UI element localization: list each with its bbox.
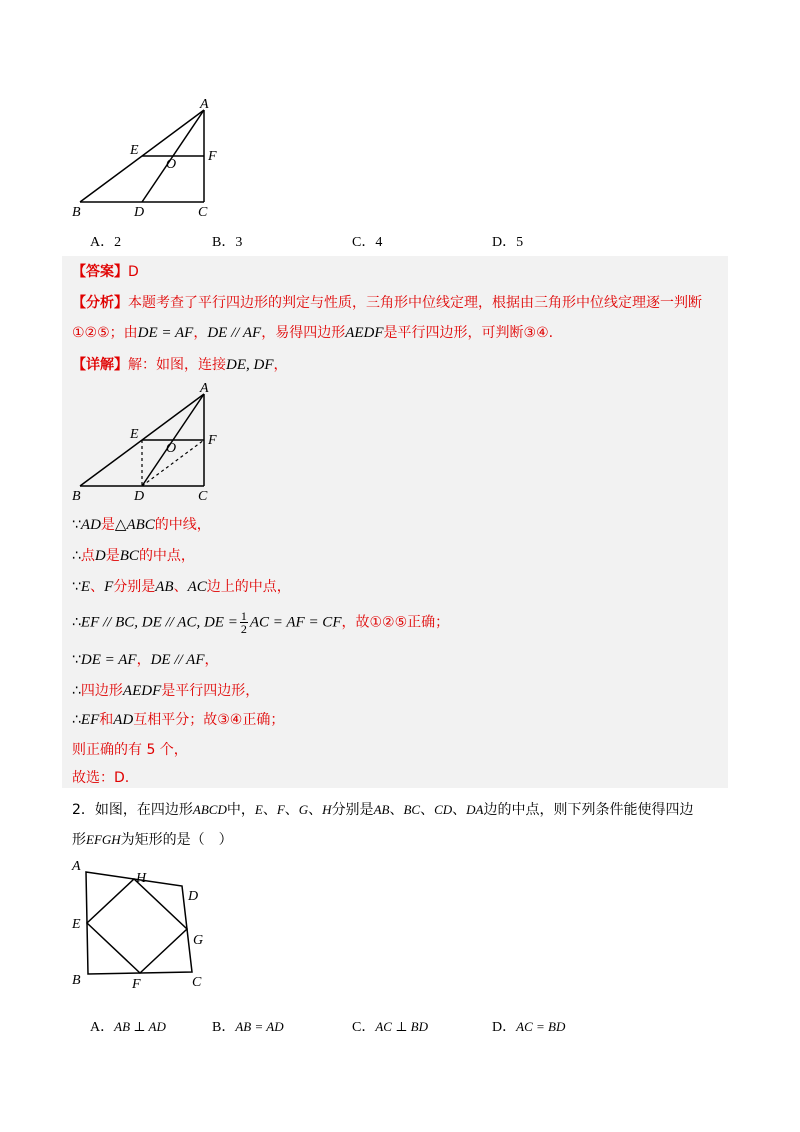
question-2-line-2: 形EFGH为矩形的是（ ） bbox=[72, 832, 233, 848]
quadrilateral-EFGH bbox=[87, 879, 187, 973]
label-A: A bbox=[72, 859, 81, 874]
label-F: F bbox=[208, 433, 217, 448]
label-C: C bbox=[198, 205, 208, 220]
detail-line: 【详解】解：如图，连接DE, DF， bbox=[72, 357, 288, 373]
analysis-line-2: ①②⑤；由DE = AF，DE // AF，易得四边形AEDF是平行四边形，可判断③④. bbox=[72, 325, 554, 341]
step-4: ∴EF // BC, DE // AC, DE = $\frac{1}{2}$ AC = AF = CF，故①②⑤正确； bbox=[72, 609, 450, 636]
label-H: H bbox=[136, 871, 147, 886]
fraction-one-half: $\frac{1}{2}$ bbox=[240, 609, 247, 636]
step-3: ∵E、F分别是AB、AC边上的中点， bbox=[72, 579, 291, 595]
label-B: B bbox=[72, 973, 81, 988]
question-2-line-1: 2．如图，在四边形ABCD中，E、F、G、H分别是AB、BC、CD、DA边的中点，则下列条件能使得四边 bbox=[72, 802, 694, 818]
label-A: A bbox=[200, 381, 209, 396]
detail-tag: 【详解】 bbox=[72, 357, 128, 373]
answer-value: D bbox=[128, 264, 139, 280]
q2-option-a[interactable]: A．AB ⊥ AD bbox=[90, 1019, 166, 1035]
label-F: F bbox=[208, 149, 217, 164]
label-D: D bbox=[188, 889, 199, 904]
quadrilateral-ABCD bbox=[86, 872, 192, 974]
label-D: D bbox=[134, 205, 145, 220]
step-9: 故选：D. bbox=[72, 770, 130, 786]
label-D: D bbox=[134, 489, 145, 504]
label-A: A bbox=[200, 97, 209, 112]
label-E: E bbox=[130, 427, 139, 442]
label-O: O bbox=[166, 157, 177, 172]
label-G: G bbox=[193, 933, 204, 948]
label-E: E bbox=[130, 143, 139, 158]
step-5: ∵DE = AF，DE // AF， bbox=[72, 652, 219, 668]
q1-option-b[interactable]: B．3 bbox=[212, 235, 243, 250]
step-1: ∵AD是△ABC的中线， bbox=[72, 517, 211, 533]
triangle-figure-1 bbox=[66, 96, 226, 221]
label-C: C bbox=[198, 489, 208, 504]
label-B: B bbox=[72, 205, 81, 220]
step-8: 则正确的有 5 个， bbox=[72, 742, 188, 758]
label-F: F bbox=[132, 977, 141, 992]
q1-option-a[interactable]: A．2 bbox=[90, 235, 122, 250]
q2-option-b[interactable]: B．AB = AD bbox=[212, 1019, 284, 1035]
q1-option-c[interactable]: C．4 bbox=[352, 235, 383, 250]
q2-option-d[interactable]: D．AC = BD bbox=[492, 1019, 566, 1035]
analysis-line-1: 【分析】本题考查了平行四边形的判定与性质，三角形中位线定理，根据由三角形中位线定理逐一判断 bbox=[72, 295, 702, 311]
step-2: ∴点D是BC的中点， bbox=[72, 548, 195, 564]
quadrilateral-figure bbox=[66, 856, 226, 996]
label-O: O bbox=[166, 441, 177, 456]
label-C: C bbox=[192, 975, 202, 990]
step-6: ∴四边形AEDF是平行四边形， bbox=[72, 683, 260, 699]
answer-tag: 【答案】 bbox=[72, 264, 128, 280]
triangle-figure-2 bbox=[66, 380, 226, 505]
label-E: E bbox=[72, 917, 81, 932]
label-B: B bbox=[72, 489, 81, 504]
q2-option-c[interactable]: C．AC ⊥ BD bbox=[352, 1019, 429, 1035]
answer-line bbox=[72, 262, 139, 282]
step-7: ∴EF和AD互相平分；故③④正确； bbox=[72, 712, 285, 728]
q1-option-d[interactable]: D．5 bbox=[492, 235, 524, 250]
analysis-tag: 【分析】 bbox=[72, 295, 128, 311]
